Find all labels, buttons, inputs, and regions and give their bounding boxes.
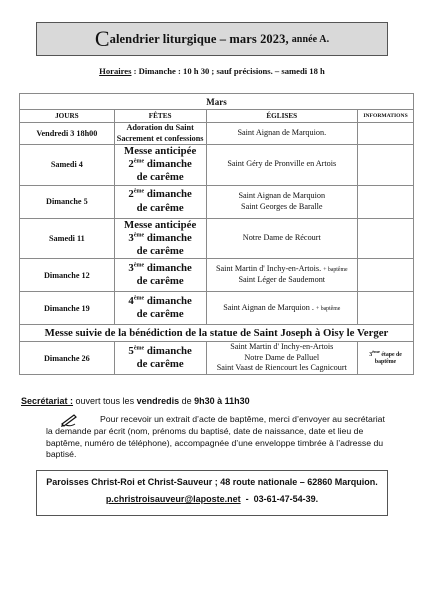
table-row <box>20 342 414 375</box>
title-initial: C <box>94 26 110 51</box>
column-header-churches: ÉGLISES <box>206 110 358 123</box>
table-row <box>20 325 414 342</box>
day-cell: Samedi 11 <box>20 218 115 259</box>
contact-separator: - <box>240 494 254 504</box>
day-cell: Dimanche 26 <box>20 342 115 375</box>
feast-cell <box>114 292 206 325</box>
feast-cell <box>114 218 206 259</box>
schedule-note <box>0 66 424 76</box>
church-line: Saint Vaast de Riencourt les Cagnicourt <box>216 363 347 373</box>
church-line: Saint Aignan de Marquion <box>238 190 326 200</box>
page-title-box <box>36 22 388 56</box>
church-cell <box>206 259 358 292</box>
feast-line: de carême <box>136 171 184 184</box>
church-cell <box>206 342 358 375</box>
special-announcement: Messe suivie de la bénédiction de la statue de Saint Joseph à Oisy le Verger <box>20 325 414 342</box>
column-header-days: JOURS <box>20 110 115 123</box>
church-line: Saint Aignan de Marquion. <box>237 128 327 138</box>
feast-cell <box>114 342 206 375</box>
parish-contact-box <box>36 470 388 516</box>
information-cell <box>358 292 414 325</box>
table-row <box>20 259 414 292</box>
table-row <box>20 292 414 325</box>
email-link[interactable]: p.christroisauveur@laposte.net <box>105 494 241 504</box>
church-cell <box>206 218 358 259</box>
day-cell: Samedi 4 <box>20 145 115 186</box>
liturgical-calendar-table <box>19 93 414 375</box>
feast-line: 4ème dimanche <box>128 294 192 307</box>
page-title: alendrier liturgique – mars 2023, <box>109 31 289 46</box>
feast-line: 3ème dimanche <box>128 261 192 274</box>
feast-line: de carême <box>136 275 184 288</box>
feast-line: 2ème dimanche <box>128 158 192 171</box>
secretariat-text: ouvert tous les <box>73 396 137 406</box>
feast-line: de carême <box>136 308 184 321</box>
feast-cell <box>114 185 206 218</box>
feast-line: de carême <box>136 358 184 371</box>
secretariat-text-2: de <box>179 396 195 406</box>
table-row <box>20 123 414 145</box>
secretariat-days: vendredis <box>136 396 180 406</box>
church-line: Saint Martin d' Inchy-en-Artois. + baptême <box>215 264 348 274</box>
church-line: Notre Dame de Palluel <box>244 352 320 362</box>
day-cell: Vendredi 3 18h00 <box>20 123 115 145</box>
church-cell <box>206 185 358 218</box>
parish-address: Paroisses Christ-Roi et Christ-Sauveur ; 48 route nationale – 62860 Marquion. <box>46 477 378 487</box>
church-line: Saint Georges de Baralle <box>241 201 323 211</box>
feast-line: Messe anticipée <box>124 218 197 231</box>
information-cell <box>358 123 414 145</box>
feast-cell <box>114 123 206 145</box>
schedule-label: Horaires <box>99 66 132 76</box>
church-cell <box>206 123 358 145</box>
church-cell <box>206 145 358 186</box>
feast-cell <box>114 145 206 186</box>
baptism-certificate-info: Pour recevoir un extrait d’acte de baptême, merci d’envoyer au secrétariat la demande par écrit (nom, prénoms du baptisé, date de naissance, date et lieu de baptême, numéro de téléphone), accompagnée d’une enveloppe timbrée à l’adresse du baptisé. <box>46 414 385 460</box>
information-cell <box>358 259 414 292</box>
secretariat-hours <box>21 396 250 406</box>
day-cell: Dimanche 12 <box>20 259 115 292</box>
information-cell: 3ème étape de baptême <box>358 342 414 375</box>
title-suffix: année A. <box>291 33 330 45</box>
feast-line: 2ème dimanche <box>128 188 192 201</box>
church-cell <box>206 292 358 325</box>
church-line: Notre Dame de Récourt <box>242 232 321 242</box>
feast-line: Sacrement et confessions <box>116 133 204 143</box>
feast-line: de carême <box>136 201 184 214</box>
column-header-information: INFORMATIONS <box>358 110 414 123</box>
feast-line: de carême <box>136 244 184 257</box>
table-row <box>20 185 414 218</box>
month-header: Mars <box>20 94 414 110</box>
schedule-text: : Dimanche : 10 h 30 ; sauf précisions. – samedi 18 h <box>131 66 325 76</box>
church-line: Saint Martin d' Inchy-en-Artois <box>230 342 334 352</box>
table-row <box>20 218 414 259</box>
information-cell <box>358 145 414 186</box>
feast-cell <box>114 259 206 292</box>
phone-number: 03-61-47-54-39. <box>253 494 319 504</box>
feast-line: Adoration du Saint <box>126 123 194 133</box>
church-line: Saint Léger de Saudemont <box>238 275 326 285</box>
feast-line: 3ème dimanche <box>128 231 192 244</box>
secretariat-time: 9h30 à 11h30 <box>194 396 250 406</box>
day-cell: Dimanche 19 <box>20 292 115 325</box>
information-cell <box>358 218 414 259</box>
day-cell: Dimanche 5 <box>20 185 115 218</box>
feast-line: Messe anticipée <box>124 145 197 157</box>
church-line: Saint Aignan de Marquion . + baptême <box>223 302 341 312</box>
column-header-feasts: FÊTES <box>114 110 206 123</box>
information-cell <box>358 185 414 218</box>
feast-line: 5ème dimanche <box>128 344 192 357</box>
table-row <box>20 145 414 186</box>
church-line: Saint Géry de Pronville en Artois <box>227 159 337 169</box>
secretariat-label: Secrétariat : <box>21 396 74 406</box>
